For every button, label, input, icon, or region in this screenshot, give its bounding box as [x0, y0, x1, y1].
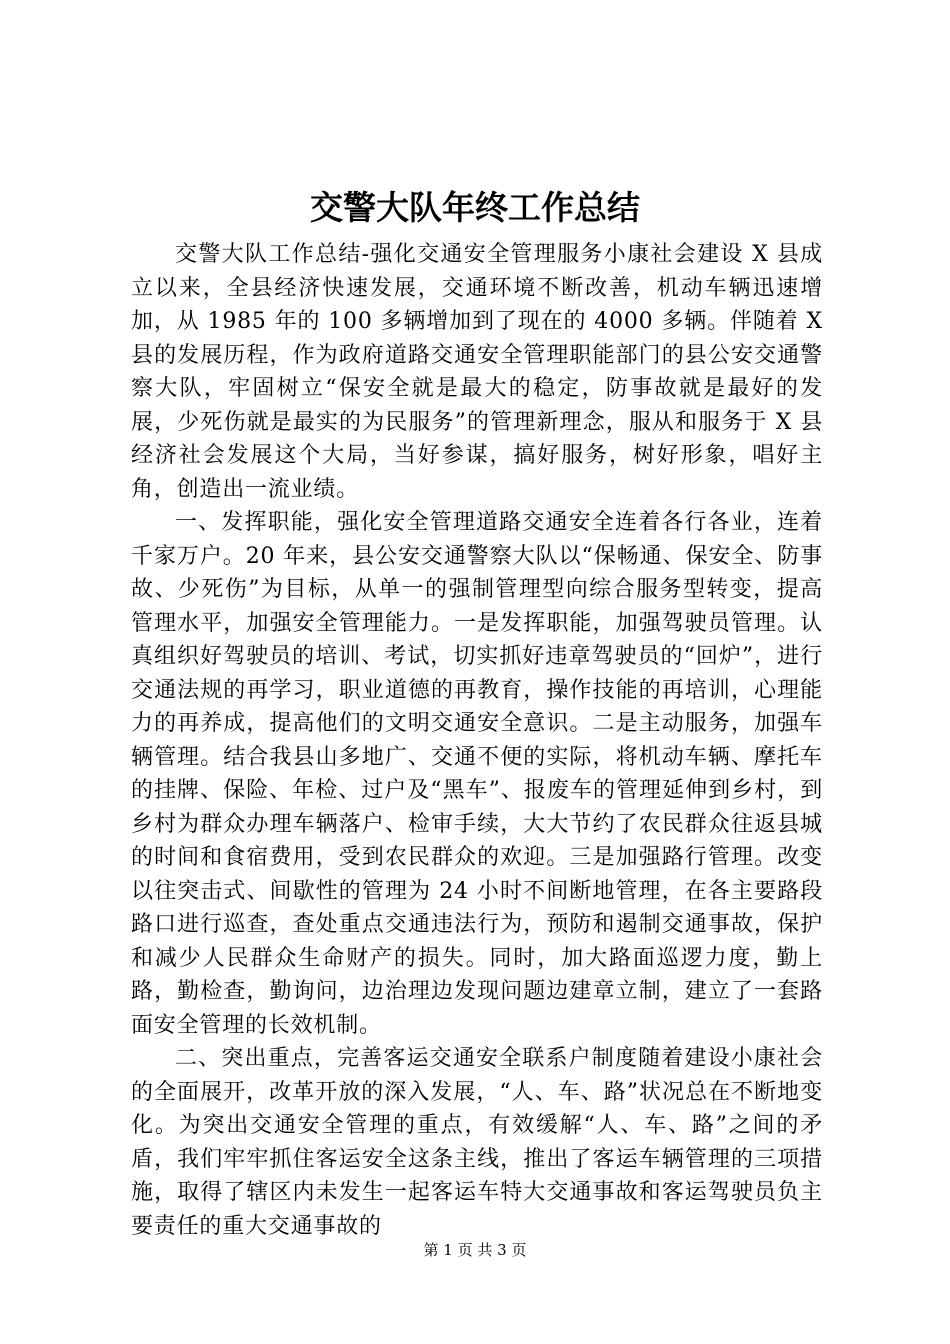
paragraph-section-two: 二、突出重点，完善客运交通安全联系户制度随着建设小康社会的全面展开，改革开放的深入发展，“人、车、路”状况总在不断地变化。为突出交通安全管理的重点，有效缓解“人、车、路”之间的矛盾，我们牢牢抓住客运安全这条主线，推出了客运车辆管理的三项措施，取得了辖区内未发生一起客运车特大交通事故和客运驾驶员负主要责任的重大交通事故的	[131, 1046, 823, 1239]
document-body	[131, 238, 823, 1243]
paragraph-section-one: 一、发挥职能，强化安全管理道路交通安全连着各行各业，连着千家万户。20 年来，县公安交通警察大队以“保畅通、保安全、防事故、少死伤”为目标，从单一的强制管理型向综合服务型转变，提高管理水平，加强安全管理能力。一是发挥职能，加强驾驶员管理。认真组织好驾驶员的培训、考试，切实抓好违章驾驶员的“回炉”，进行交通法规的再学习，职业道德的再教育，操作技能的再培训，心理能力的再养成，提高他们的文明交通安全意识。二是主动服务，加强车辆管理。结合我县山多地广、交通不便的实际，将机动车辆、摩托车的挂牌、保险、年检、过户及“黑车”、报废车的管理延伸到乡村，到乡村为群众办理车辆落户、检审手续，大大节约了农民群众往返县城的时间和食宿费用，受到农民群众的欢迎。三是加强路行管理。改变以往突击式、间歇性的管理为 24 小时不间断地管理，在各主要路段路口进行巡查，查处重点交通违法行为，预防和遏制交通事故，保护和减少人民群众生命财产的损失。同时，加大路面巡逻力度，勤上路，勤检查，勤询问，边治理边发现问题边建章立制，建立了一套路面安全管理的长效机制。	[131, 510, 823, 1038]
document-title: 交警大队年终工作总结	[310, 188, 640, 227]
paragraph-intro: 交警大队工作总结-强化交通安全管理服务小康社会建设 X 县成立以来，全县经济快速发展，交通环境不断改善，机动车辆迅速增加，从 1985 年的 100 多辆增加到了现在的 4000 多辆。伴随着 X 县的发展历程，作为政府道路交通安全管理职能部门的县公安交通警察大队，牢固树立“保安全就是最大的稳定，防事故就是最好的发展，少死伤就是最实的为民服务”的管理新理念，服从和服务于 X 县经济社会发展这个大局，当好参谋，搞好服务，树好形象，唱好主角，创造出一流业绩。	[131, 242, 823, 502]
page-footer: 第 1 页 共 3 页	[423, 1241, 527, 1259]
